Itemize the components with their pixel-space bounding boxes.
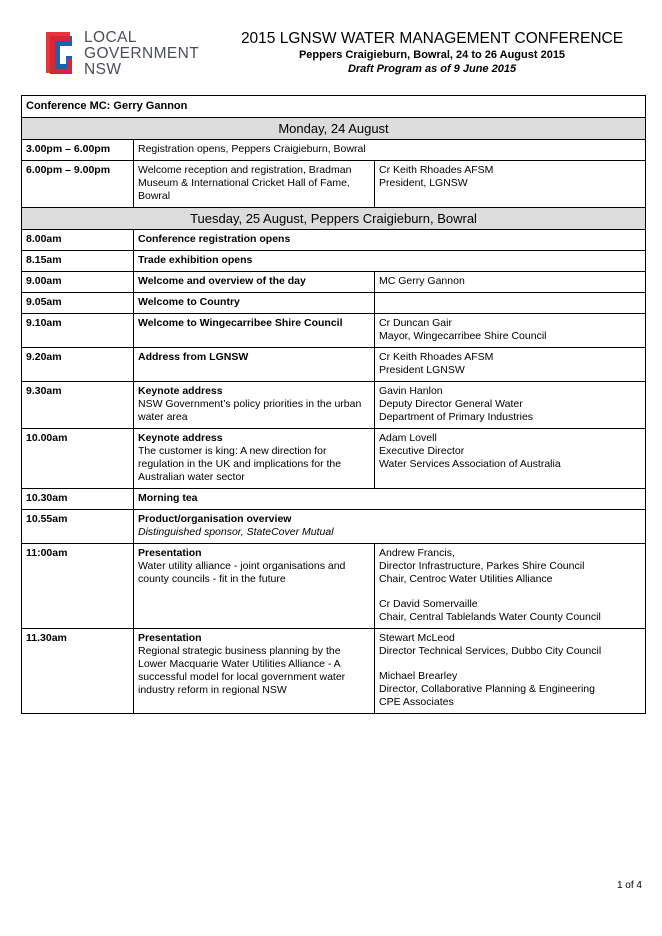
session-title: Welcome and overview of the day [138, 275, 306, 287]
logo-line-1: LOCAL [84, 29, 137, 46]
document-header [222, 30, 642, 76]
table-row [22, 314, 646, 348]
session-cell [134, 140, 646, 161]
speaker-line: Cr Keith Rhoades AFSM [379, 164, 494, 176]
session-cell [134, 510, 646, 544]
speaker-gap [379, 586, 641, 598]
session-title: Morning tea [138, 492, 198, 504]
session-cell [134, 489, 646, 510]
session-cell [134, 230, 646, 251]
session-title: Trade exhibition opens [138, 254, 253, 266]
session-cell [134, 544, 375, 629]
speaker-line: Cr David Somervaille [379, 598, 478, 610]
conference-venue: Peppers Craigieburn, Bowral, 24 to 26 August 2015 [298, 49, 566, 61]
day-heading-monday: Monday, 24 August [22, 118, 646, 140]
speaker-line: Director Infrastructure, Parkes Shire Council [379, 560, 585, 572]
speaker-line: Gavin Hanlon [379, 385, 443, 397]
speaker-line: Andrew Francis, [379, 547, 455, 559]
speaker-line: Adam Lovell [379, 432, 437, 444]
mc-row [22, 96, 646, 118]
speaker-cell [375, 293, 646, 314]
speaker-line: Stewart McLeod [379, 632, 455, 644]
speaker-line: Department of Primary Industries [379, 411, 534, 423]
speaker-line: Chair, Central Tablelands Water County Council [379, 611, 601, 623]
speaker-cell [375, 348, 646, 382]
speaker-line: President LGNSW [379, 364, 465, 376]
time-cell: 9.10am [22, 314, 134, 348]
conference-title: 2015 LGNSW WATER MANAGEMENT CONFERENCE [240, 30, 624, 47]
time-cell: 8.00am [22, 230, 134, 251]
table-row [22, 348, 646, 382]
session-title: Welcome to Country [138, 296, 240, 308]
speaker-cell [375, 429, 646, 489]
table-row [22, 429, 646, 489]
time-cell: 9.20am [22, 348, 134, 382]
time-cell: 9.05am [22, 293, 134, 314]
table-row [22, 293, 646, 314]
speaker-line: Deputy Director General Water [379, 398, 523, 410]
day-header-row [22, 118, 646, 140]
time-cell: 10.30am [22, 489, 134, 510]
session-cell [134, 429, 375, 489]
session-title: Address from LGNSW [138, 351, 249, 363]
table-row [22, 510, 646, 544]
speaker-line: Cr Duncan Gair [379, 317, 452, 329]
day-heading-tuesday: Tuesday, 25 August, Peppers Craigieburn, Bowral [22, 208, 646, 230]
session-desc: Registration opens, Peppers Craigieburn, Bowral [138, 143, 366, 155]
speaker-line: Michael Brearley [379, 670, 458, 682]
speaker-line: Director Technical Services, Dubbo City Council [379, 645, 602, 657]
session-title: Presentation [138, 632, 202, 644]
speaker-cell [375, 272, 646, 293]
session-desc: Regional strategic business planning by the Lower Macquarie Water Utilities Alliance - A successful model for local government water industry reform in regional NSW [138, 645, 346, 696]
speaker-line: Chair, Centroc Water Utilities Alliance [379, 573, 553, 585]
session-cell [134, 272, 375, 293]
time-cell: 11:00am [22, 544, 134, 629]
speaker-line: Executive Director [379, 445, 465, 457]
session-cell [134, 348, 375, 382]
logo-wordmark [84, 30, 199, 78]
session-cell [134, 382, 375, 429]
table-row [22, 544, 646, 629]
time-cell: 6.00pm – 9.00pm [22, 161, 134, 208]
time-cell: 3.00pm – 6.00pm [22, 140, 134, 161]
session-desc: NSW Government’s policy priorities in the urban water area [138, 398, 362, 423]
session-cell [134, 629, 375, 714]
table-row [22, 272, 646, 293]
lgnsw-logo [46, 30, 206, 80]
lgnsw-g-mark-icon [46, 32, 76, 78]
session-desc: Welcome reception and registration, Bradman Museum & International Cricket Hall of Fame, Bowral [138, 164, 352, 202]
speaker-line: President, LGNSW [379, 177, 468, 189]
speaker-line: CPE Associates [379, 696, 454, 708]
session-subtitle: Distinguished sponsor, StateCover Mutual [138, 526, 334, 538]
speaker-cell [375, 161, 646, 208]
session-title: Product/organisation overview [138, 513, 292, 525]
time-cell: 10.55am [22, 510, 134, 544]
draft-note: Draft Program as of 9 June 2015 [347, 63, 517, 75]
session-title: Conference registration opens [138, 233, 291, 245]
speaker-line: Director, Collaborative Planning & Engineering [379, 683, 595, 695]
table-row [22, 489, 646, 510]
page-number: 1 of 4 [616, 880, 642, 891]
table-row [22, 161, 646, 208]
session-title: Keynote address [138, 385, 223, 397]
session-cell [134, 161, 375, 208]
speaker-cell [375, 629, 646, 714]
logo-line-2: GOVERNMENT [84, 45, 200, 62]
program-table [21, 95, 646, 714]
speaker-line: MC Gerry Gannon [379, 275, 465, 287]
table-row [22, 382, 646, 429]
time-cell: 9.30am [22, 382, 134, 429]
session-title: Keynote address [138, 432, 223, 444]
session-title: Welcome to Wingecarribee Shire Council [138, 317, 343, 329]
table-row [22, 251, 646, 272]
speaker-cell [375, 382, 646, 429]
time-cell: 10.00am [22, 429, 134, 489]
session-cell [134, 251, 646, 272]
session-desc: Water utility alliance - joint organisations and county councils - fit in the future [138, 560, 346, 585]
speaker-cell [375, 314, 646, 348]
table-row [22, 629, 646, 714]
day-header-row [22, 208, 646, 230]
session-title: Presentation [138, 547, 202, 559]
speaker-gap [379, 658, 641, 670]
time-cell: 9.00am [22, 272, 134, 293]
speaker-line: Water Services Association of Australia [379, 458, 561, 470]
session-desc: The customer is king: A new direction for regulation in the UK and implications for the Australian water sector [138, 445, 342, 483]
session-cell [134, 293, 375, 314]
time-cell: 11.30am [22, 629, 134, 714]
speaker-cell [375, 544, 646, 629]
table-row [22, 140, 646, 161]
time-cell: 8.15am [22, 251, 134, 272]
speaker-line: Mayor, Wingecarribee Shire Council [379, 330, 547, 342]
session-cell [134, 314, 375, 348]
mc-cell: Conference MC: Gerry Gannon [22, 96, 646, 118]
table-row [22, 230, 646, 251]
logo-line-3: NSW [84, 61, 122, 78]
speaker-line: Cr Keith Rhoades AFSM [379, 351, 494, 363]
